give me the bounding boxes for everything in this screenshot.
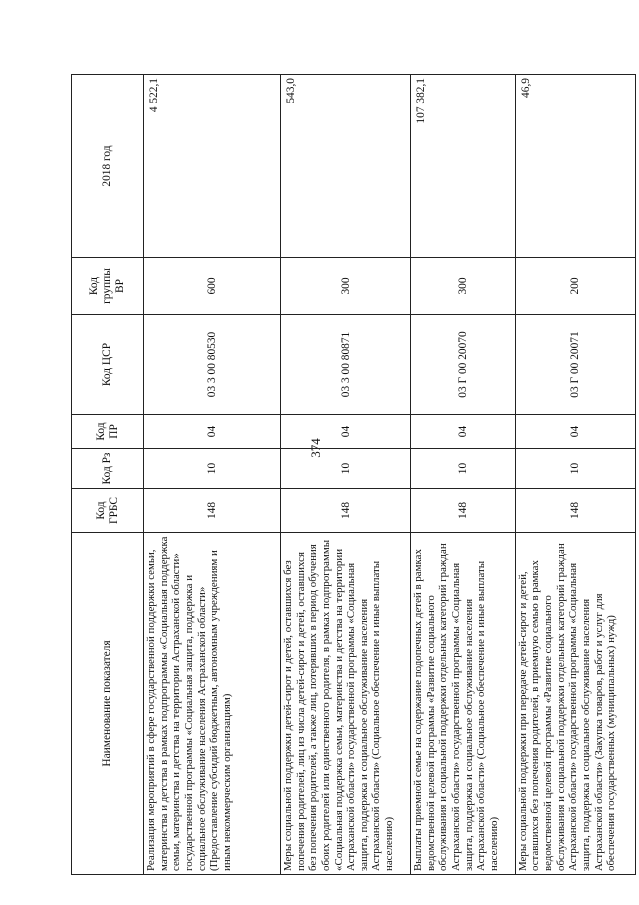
header-csr: Код ЦСР	[72, 315, 144, 415]
row-amount: 4 522,1	[144, 75, 281, 258]
row-pr: 04	[411, 415, 516, 449]
rotated-table-container	[71, 75, 636, 875]
row-csr: 03 Г 00 20070	[411, 315, 516, 415]
row-name: Выплаты приемной семье на содержание подопечных детей в рамках ведомственной целевой программы «Развитие социального обслуживания и социальной поддержки отдельных категорий граждан Астраханской области» государственной программы «Социальная защита, поддержка и социальное обслуживание населения Астраханской области» (Социальное обеспечение и иные выплаты населению)	[411, 533, 516, 875]
row-pr: 04	[515, 415, 635, 449]
page-number: 374	[307, 438, 323, 458]
table-row	[144, 75, 281, 875]
header-name: Наименование показателя	[72, 533, 144, 875]
row-csr: 03 3 00 80871	[280, 315, 410, 415]
row-grbs: 148	[515, 489, 635, 533]
header-year: 2018 год	[72, 75, 144, 258]
row-amount: 107 382,1	[411, 75, 516, 258]
header-rz: Код Рз	[72, 449, 144, 489]
row-name: Меры социальной поддержки при передаче детей-сирот и детей, оставшихся без попечения родителей, в приемную семью в рамках ведомственной целевой программы «Развитие социального обслуживания и социальной поддержки отдельных категорий граждан Астраханской области» государственной программы «Социальная защита, поддержка и социальное обслуживание населения Астраханской области» (Закупка товаров, работ и услуг для обеспечения государственных (муниципальных) нужд)	[515, 533, 635, 875]
table-row	[280, 75, 410, 875]
table-header	[72, 75, 144, 875]
row-csr: 03 3 00 80530	[144, 315, 281, 415]
row-grbs: 148	[411, 489, 516, 533]
header-pr: Код ПР	[72, 415, 144, 449]
row-rz: 10	[515, 449, 635, 489]
row-pr: 04	[280, 415, 410, 449]
header-vr: Код группы ВР	[72, 258, 144, 315]
row-rz: 10	[144, 449, 281, 489]
row-grbs: 148	[280, 489, 410, 533]
row-rz: 10	[280, 449, 410, 489]
header-row	[72, 75, 144, 875]
row-name: Меры социальной поддержки детей-сирот и детей, оставшихся без попечения родителей, лиц из числа детей-сирот и детей, оставшихся без попечения родителей, а также лиц, потерявших в период обучения обоих родителей или единственного родителя, в рамках подпрограммы «Социальная поддержка семьи, материнства и детства на территории Астраханской области» государственной программы «Социальная защита, поддержка и социальное обслуживание населения Астраханской области» (Социальное обеспечение и иные выплаты населению)	[280, 533, 410, 875]
row-csr: 03 Г 00 20071	[515, 315, 635, 415]
budget-table	[71, 74, 636, 875]
row-amount: 46,9	[515, 75, 635, 258]
row-vr: 300	[411, 258, 516, 315]
row-vr: 600	[144, 258, 281, 315]
header-grbs: Код ГРБС	[72, 489, 144, 533]
row-vr: 300	[280, 258, 410, 315]
table-row	[515, 75, 635, 875]
row-vr: 200	[515, 258, 635, 315]
table-row	[411, 75, 516, 875]
row-name: Реализация мероприятий в сфере государственной поддержки семьи, материнства и детства в рамках подпрограммы «Социальная поддержка семьи, материнства и детства на территории Астраханской области» государственной программы «Социальная защита, поддержка и социальное обслуживание населения Астраханской области» (Предоставление субсидий бюджетным, автономным учреждениям и иным некоммерческим организациям)	[144, 533, 281, 875]
row-grbs: 148	[144, 489, 281, 533]
row-amount: 543,0	[280, 75, 410, 258]
table-body	[144, 75, 636, 875]
row-rz: 10	[411, 449, 516, 489]
row-pr: 04	[144, 415, 281, 449]
